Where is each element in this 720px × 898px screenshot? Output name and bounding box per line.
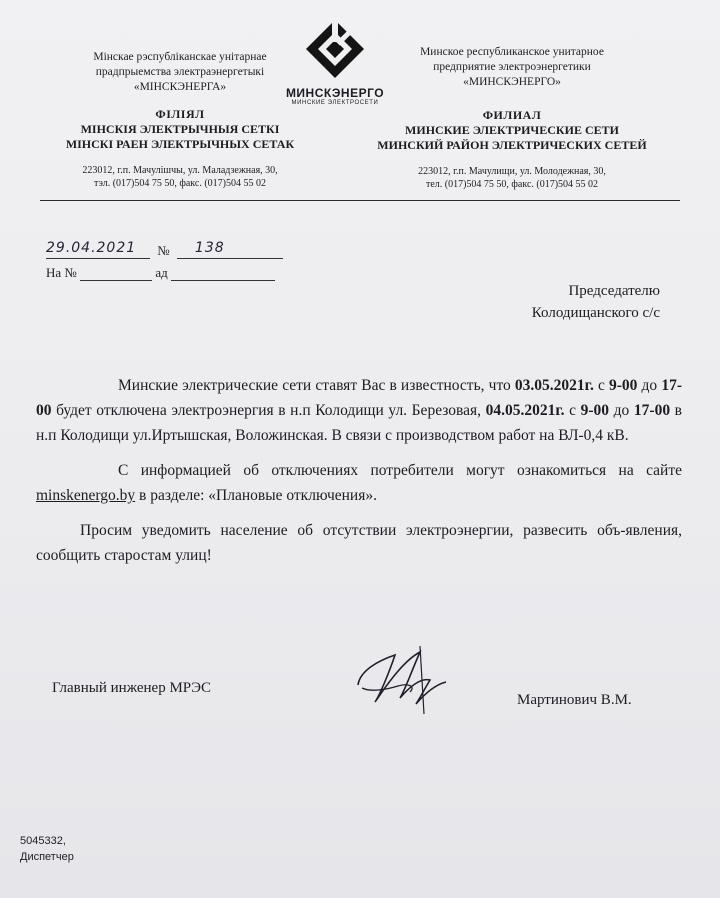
branch-name-be-1: МІНСКІЯ ЭЛЕКТРЫЧНЫЯ СЕТКІ — [80, 122, 280, 136]
org-name-be-3: «МІНСКЭНЕРГА» — [133, 81, 227, 93]
branch-name-be-2: МІНСКІ РАЕН ЭЛЕКТРЫЧНЫХ СЕТАК — [65, 137, 295, 151]
header-divider — [40, 200, 680, 201]
address-be-2: тэл. (017)504 75 50, факс. (017)504 55 02 — [93, 178, 266, 189]
branch-title-be: ФІЛІЯЛ — [155, 107, 205, 121]
addressee-line-1: Председателю — [568, 283, 660, 299]
org-name-be-1: Мінскае рэспубліканскае унітарнае — [93, 51, 267, 63]
footer-role: Диспетчер — [20, 851, 74, 863]
letter-number: 138 — [194, 240, 225, 256]
paragraph-3: Просим уведомить население об отсутствии электроэнергии, развесить объ-явления, сообщить старостам улиц! — [36, 522, 682, 564]
p2-text-2: в разделе: «Плановые отключения». — [135, 487, 377, 504]
p1-text-3: до — [637, 377, 662, 394]
branch-name-ru-2: МИНСКИЙ РАЙОН ЭЛЕКТРИЧЕСКИХ СЕТЕЙ — [377, 138, 647, 152]
p1-from-2: 9-00 — [580, 402, 610, 419]
handwritten-signature-icon — [350, 640, 460, 725]
reference-date-row — [46, 240, 283, 262]
reference-block — [46, 240, 283, 284]
org-name-ru-2: предприятие электроэнергетики — [433, 61, 591, 73]
p1-from-1: 9-00 — [608, 377, 638, 394]
addressee-line-2: Колодищанского с/с — [531, 305, 660, 321]
org-name-ru-3: «МИНСКЭНЕРГО» — [463, 76, 561, 88]
reply-from-label: ад — [155, 265, 168, 280]
p1-text-1: Минские электрические сети ставят Вас в известность, что — [118, 377, 515, 394]
number-label: № — [157, 243, 170, 258]
org-name-ru-1: Минское республиканское унитарное — [420, 46, 604, 58]
p1-to-2: 17-00 — [633, 402, 671, 419]
paragraph-1 — [36, 373, 682, 448]
footer-phone: 5045332, — [20, 835, 66, 847]
letter-body — [36, 373, 682, 568]
signer-name: Мартинович В.М. — [517, 692, 632, 708]
paragraph-2 — [36, 458, 682, 508]
logo-name: МИНСКЭНЕРГО — [285, 86, 385, 100]
p1-text-4: будет отключена электроэнергия в н.п Колодищи ул. Березовая, — [51, 402, 486, 419]
branch-name-ru-1: МИНСКИЕ ЭЛЕКТРИЧЕСКИЕ СЕТИ — [405, 123, 619, 137]
date-line — [46, 240, 150, 259]
signer-position: Главный инженер МРЭС — [52, 680, 212, 696]
number-line — [177, 240, 283, 259]
header-right-russian — [362, 45, 662, 191]
branch-title-ru: ФИЛИАЛ — [482, 108, 542, 122]
footer-contact — [20, 833, 74, 865]
logo-subtitle: МИНСКИЕ ЭЛЕКТРОСЕТИ — [291, 100, 379, 106]
p1-text-5: с — [564, 402, 581, 419]
p1-text-2: с — [593, 377, 609, 394]
p1-text-6: до — [609, 402, 634, 419]
website-link[interactable]: minskenergo.by — [36, 487, 136, 504]
p1-text-7: в н.п Колодищи ул.Иртышская, Воложинская. В связи с производством работ на ВЛ-0,4 кВ. — [36, 402, 682, 444]
p1-date-2: 04.05.2021г. — [485, 402, 565, 419]
addressee — [532, 280, 660, 324]
reply-row — [46, 262, 283, 284]
p2-text-1: С информацией об отключениях потребители могут ознакомиться на сайте — [118, 462, 682, 479]
org-name-be-2: прадпрыемства электраэнергетыкі — [95, 66, 265, 78]
letter-date: 29.04.2021 — [46, 240, 137, 256]
minskenergo-logo-icon — [302, 18, 368, 82]
address-ru-1: 223012, г.п. Мачулищи, ул. Молодежная, 30, — [418, 166, 606, 177]
p1-to-1: 17-00 — [36, 377, 682, 419]
address-be-1: 223012, г.п. Мачулішчы, ул. Маладзежная, 30, — [82, 165, 278, 176]
reply-number-line — [80, 262, 152, 281]
reply-date-line — [171, 262, 275, 281]
address-ru-2: тел. (017)504 75 50, факс. (017)504 55 02 — [425, 179, 599, 190]
p1-date-1: 03.05.2021г. — [514, 377, 594, 394]
reply-label: На № — [46, 265, 77, 280]
